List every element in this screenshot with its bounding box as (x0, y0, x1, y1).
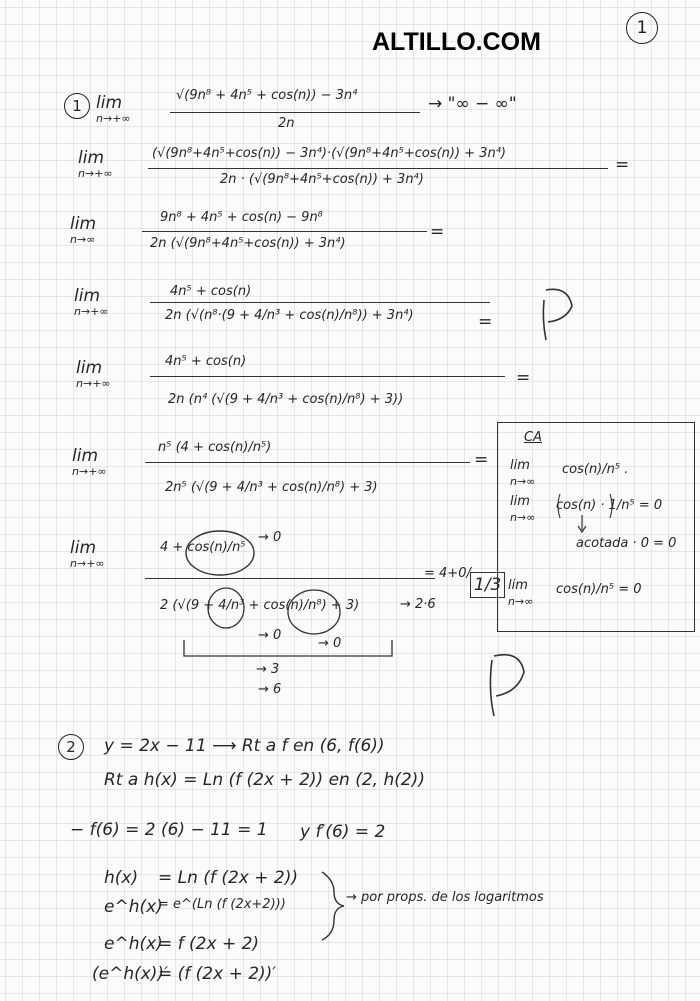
page-number: 1 (626, 12, 658, 44)
arrow-mark (578, 515, 586, 532)
step-1-numerator: √(9n⁸ + 4n⁵ + cos(n)) − 3n⁴ (176, 88, 358, 103)
step-6-denominator: 2n⁵ (√(9 + 4/n³ + cos(n)/n⁸) + 3) (165, 480, 378, 495)
step-4-denominator: 2n (√(n⁸·(9 + 4/n³ + cos(n)/n⁸)) + 3n⁴) (165, 308, 414, 323)
step-3-equals: = (430, 222, 445, 242)
margin-mark (543, 289, 572, 340)
step-1-denominator: 2n (278, 116, 295, 131)
step-2-equals: = (615, 155, 630, 175)
exercise-2-line-3b: y f′(6) = 2 (300, 822, 386, 842)
side-box-title: CA (524, 430, 542, 445)
row-3-lhs: e^h(x) (104, 934, 163, 954)
step-4-equals: = (478, 312, 493, 332)
step-4-numerator: 4n⁵ + cos(n) (170, 284, 252, 299)
row-1-lhs: h(x) (104, 868, 139, 888)
step-6-equals: = (474, 450, 489, 470)
step-5-numerator: 4n⁵ + cos(n) (165, 354, 247, 369)
bracket-mark (184, 640, 392, 656)
step-7-arrow: → 2·6 (400, 597, 436, 612)
side-box-expr-4: cos(n)/n⁵ = 0 (556, 582, 642, 597)
paren-mark (558, 494, 612, 518)
step-7-denominator-note-1: → 0 (258, 628, 282, 643)
side-box-lim-4: lim n→∞ (508, 578, 534, 608)
row-1-rhs: = Ln (f (2x + 2)) (158, 868, 298, 888)
step-1-result: → "∞ − ∞" (428, 94, 517, 114)
circle-mark (288, 590, 340, 634)
brace-mark (322, 872, 344, 940)
exercise-2-number: 2 (58, 734, 84, 760)
step-7-numerator-note: → 0 (258, 530, 282, 545)
lim-label-1: lim n→+∞ (96, 93, 131, 125)
side-box-expr-1: cos(n)/n⁵ . (562, 462, 629, 477)
row-2-lhs: e^h(x) (104, 897, 163, 917)
side-box-expr-2: cos(n) · 1/n⁵ = 0 (556, 498, 663, 513)
circle-mark (186, 531, 254, 575)
final-result-box: 1/3 (470, 572, 505, 598)
step-7-under-1: → 3 (256, 662, 280, 677)
circle-mark (208, 588, 244, 628)
logarithm-note: → por props. de los logaritmos (346, 890, 544, 905)
lim-label-7: lim n→+∞ (70, 538, 105, 570)
row-2-rhs: = e^(Ln (f (2x+2))) (158, 897, 286, 912)
step-5-equals: = (516, 368, 531, 388)
side-box-lim-2: lim n→∞ (510, 494, 536, 524)
lim-label-2: lim n→+∞ (78, 148, 113, 180)
row-4-rhs: = (f (2x + 2))′ (158, 964, 277, 984)
row-3-rhs: = f (2x + 2) (158, 934, 260, 954)
step-6-numerator: n⁵ (4 + cos(n)/n⁵) (158, 440, 272, 455)
step-7-result-fraction: = 4+0/ (424, 566, 471, 581)
exercise-2-line-1: y = 2x − 11 ⟶ Rt a f en (6, f(6)) (104, 736, 385, 756)
step-3-denominator: 2n (√(9n⁸+4n⁵+cos(n)) + 3n⁴) (150, 236, 346, 251)
step-7-under-2: → 6 (258, 682, 282, 697)
step-7-denominator: 2 (√(9 + 4/n³ + cos(n)/n⁸) + 3) (160, 598, 360, 613)
step-3-numerator: 9n⁸ + 4n⁵ + cos(n) − 9n⁸ (160, 210, 323, 225)
margin-mark (490, 655, 524, 716)
side-box-expr-3: acotada · 0 = 0 (576, 536, 677, 551)
brand-header: ALTILLO.COM (372, 28, 541, 56)
lim-label-3: lim n→∞ (70, 214, 97, 246)
exercise-2-line-3a: − f(6) = 2 (6) − 11 = 1 (70, 820, 268, 840)
side-box-lim-1: lim n→∞ (510, 458, 536, 488)
lim-label-5: lim n→+∞ (76, 358, 111, 390)
step-2-denominator: 2n · (√(9n⁸+4n⁵+cos(n)) + 3n⁴) (220, 172, 424, 187)
step-7-numerator: 4 + cos(n)/n⁵ (160, 540, 246, 555)
step-7-denominator-note-2: → 0 (318, 636, 342, 651)
exercise-2-line-2: Rt a h(x) = Ln (f (2x + 2)) en (2, h(2)) (104, 770, 425, 790)
exercise-1-number: 1 (64, 93, 90, 119)
lim-label-4: lim n→+∞ (74, 286, 109, 318)
step-5-denominator: 2n (n⁴ (√(9 + 4/n³ + cos(n)/n⁸) + 3)) (168, 392, 404, 407)
row-4-lhs: (e^h(x))′ (92, 964, 168, 984)
lim-label-6: lim n→+∞ (72, 446, 107, 478)
step-2-numerator: (√(9n⁸+4n⁵+cos(n)) − 3n⁴)·(√(9n⁸+4n⁵+cos(n)) + 3n⁴) (152, 146, 507, 161)
